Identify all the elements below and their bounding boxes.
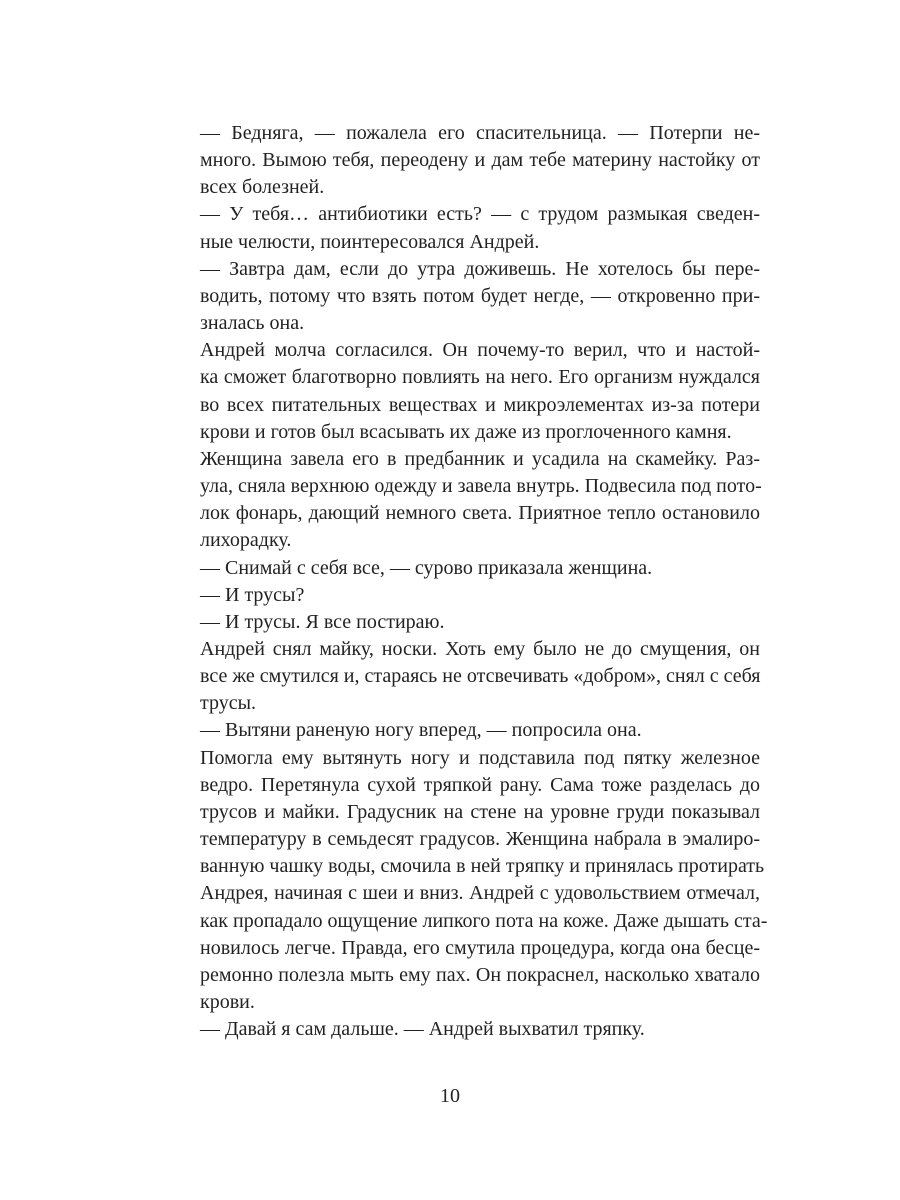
text-line: Андрей снял майку, носки. Хоть ему было не до смущения, он [200, 637, 760, 660]
body-text [158, 120, 768, 1043]
page-number: 10 [440, 1085, 460, 1107]
text-line: во всех питательных веществах и микроэлементах из-за потери [200, 393, 760, 416]
paragraph [158, 337, 760, 446]
text-line: ные челюсти, поинтересовался Андрей. [200, 230, 540, 253]
text-line: — И трусы? [200, 583, 305, 606]
text-line: крови и готов был всасывать их даже из проглоченного камня. [200, 420, 732, 443]
text-line: как пропадало ощущение липкого пота на коже. Даже дышать ста- [200, 909, 768, 932]
paragraph [158, 446, 760, 555]
text-line: Андрей молча согласился. Он почему-то верил, что и настой- [200, 339, 760, 362]
text-line: водить, потому что взять потом будет негде, — откровенно при- [200, 284, 760, 307]
text-line: Андрея, начиная с шеи и вниз. Андрей с удовольствием отмечал, [200, 882, 760, 905]
text-line: лихорадку. [200, 529, 292, 552]
paragraph [158, 636, 760, 717]
paragraph [158, 1016, 760, 1043]
paragraph [158, 717, 760, 744]
text-line: ула, сняла верхнюю одежду и завела внутрь. Подвесила под пото- [200, 475, 762, 498]
text-line: — У тебя… антибиотики есть? — с трудом размыкая сведен- [200, 203, 760, 226]
text-line: трусов и майки. Градусник на стене на уровне груди показывал [200, 800, 760, 823]
text-line: много. Вымою тебя, переодену и дам тебе материну настойку от [200, 149, 760, 172]
text-line: температуру в семьдесят градусов. Женщина набрала в эмалиро- [200, 828, 760, 851]
text-line: — Вытяни раненую ногу вперед, — попросила она. [200, 719, 642, 742]
text-line: ведро. Перетянула сухой тряпкой рану. Сама тоже разделась до [200, 773, 760, 796]
paragraph [158, 609, 760, 636]
paragraph [158, 120, 760, 201]
text-line: ка сможет благотворно повлиять на него. Его организм нуждался [200, 366, 760, 389]
text-line: крови. [200, 991, 255, 1013]
text-line: лок фонарь, дающий немного света. Приятное тепло остановило [200, 502, 760, 525]
text-line: — И трусы. Я все постираю. [200, 610, 445, 633]
paragraph [158, 555, 760, 582]
paragraph [158, 256, 760, 337]
text-line: всех болезней. [200, 176, 325, 199]
paragraph [158, 201, 760, 255]
text-line: ремонно полезла мыть ему пах. Он покраснел, насколько хватало [200, 963, 760, 986]
text-line: Женщина завела его в предбанник и усадила на скамейку. Раз- [200, 447, 760, 470]
paragraph [158, 745, 768, 1017]
text-line: все же смутился и, стараясь не отсвечивать «добром», снял с себя [200, 665, 761, 688]
text-line: ванную чашку воды, смочила в ней тряпку и принялась протирать [200, 855, 765, 878]
text-line: Помогла ему вытянуть ногу и подставила под пятку железное [200, 746, 760, 769]
text-line: новилось легче. Правда, его смутила процедура, когда она бесце- [200, 936, 760, 959]
paragraph [158, 582, 760, 609]
text-line: — Давай я сам дальше. — Андрей выхватил тряпку. [200, 1018, 645, 1041]
text-line: — Снимай с себя все, — сурово приказала женщина. [200, 556, 653, 579]
text-line: зналась она. [200, 312, 305, 335]
text-line: трусы. [200, 692, 257, 715]
text-line: — Завтра дам, если до утра доживешь. Не хотелось бы пере- [200, 257, 760, 280]
text-line: — Бедняга, — пожалела его спасительница. — Потерпи не- [200, 122, 760, 144]
